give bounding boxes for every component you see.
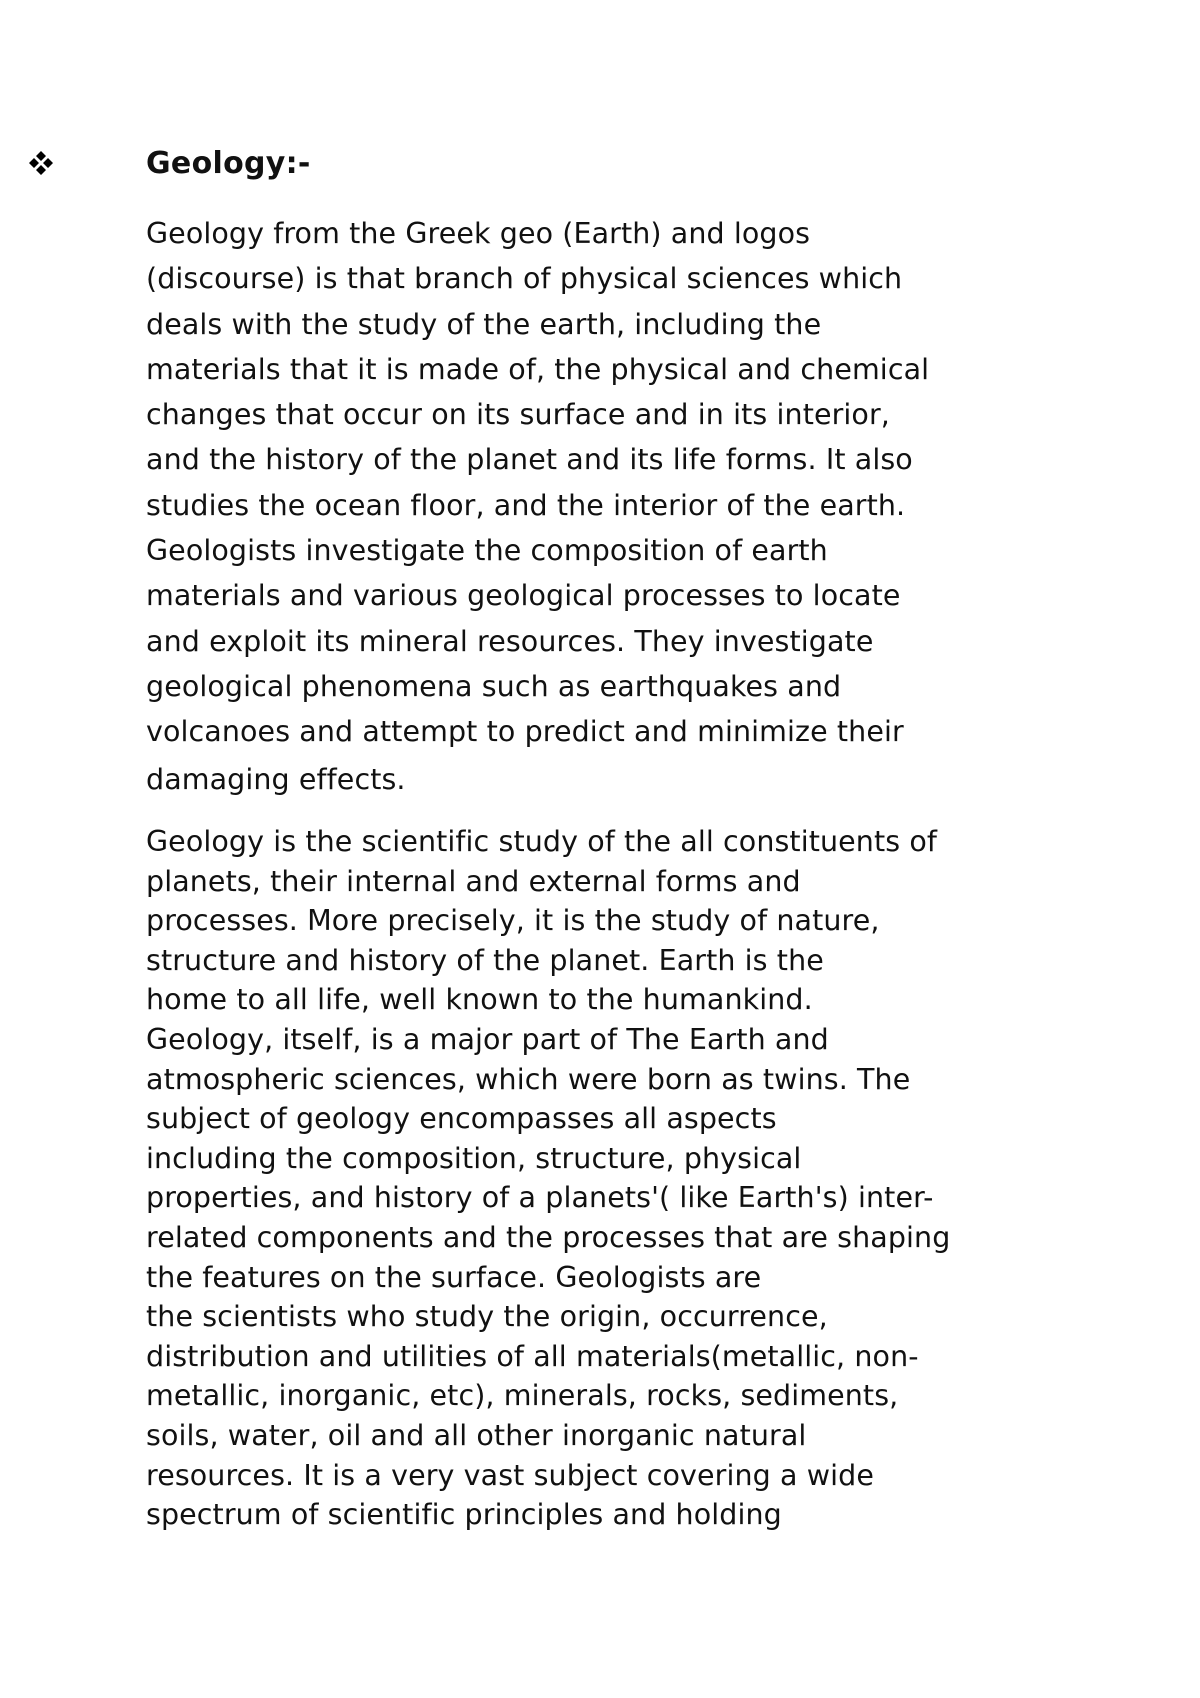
text-line: related components and the processes that are shaping [146, 1220, 951, 1254]
section-heading: Geology:- [146, 146, 311, 181]
text-line: Geology is the scientific study of the all constituents of [146, 825, 938, 858]
text-line: (discourse) is that branch of physical sciences which [146, 262, 903, 296]
text-line: studies the ocean floor, and the interior of the earth. [146, 488, 906, 522]
text-line: structure and history of the planet. Earth is the [146, 943, 824, 977]
text-line: volcanoes and attempt to predict and minimize their [146, 715, 904, 749]
text-line: Geology, itself, is a major part of The Earth and [146, 1022, 829, 1056]
paragraph-scientific-study [146, 822, 950, 1535]
text-line: metallic, inorganic, etc), minerals, rocks, sediments, [146, 1379, 899, 1413]
text-line: deals with the study of the earth, including the [146, 307, 822, 341]
text-line: processes. More precisely, it is the study of nature, [146, 904, 880, 938]
text-line: the features on the surface. Geologists are [146, 1260, 762, 1294]
text-line: and the history of the planet and its life forms. It also [146, 443, 913, 477]
text-line: planets, their internal and external forms and [146, 864, 801, 898]
text-line: spectrum of scientific principles and holding [146, 1498, 782, 1532]
paragraph-definition [146, 211, 929, 802]
text-line: damaging effects. [146, 762, 406, 796]
text-line: geological phenomena such as earthquakes and [146, 669, 842, 703]
text-line: materials that it is made of, the physical and chemical [146, 352, 930, 386]
text-line: including the composition, structure, physical [146, 1141, 802, 1175]
text-line: materials and various geological processes to locate [146, 579, 901, 613]
diamond-bullet-icon [28, 150, 54, 176]
text-line: home to all life, well known to the humankind. [146, 983, 813, 1017]
text-line: subject of geology encompasses all aspects [146, 1102, 777, 1136]
text-line: distribution and utilities of all materials(metallic, non- [146, 1339, 919, 1373]
text-line: atmospheric sciences, which were born as twins. The [146, 1062, 911, 1096]
text-line: the scientists who study the origin, occurrence, [146, 1300, 828, 1334]
text-line: soils, water, oil and all other inorganic natural [146, 1418, 807, 1452]
text-line: changes that occur on its surface and in its interior, [146, 398, 890, 432]
text-line: Geology from the Greek geo (Earth) and logos [146, 217, 811, 250]
text-line: Geologists investigate the composition of earth [146, 534, 828, 568]
text-line: and exploit its mineral resources. They investigate [146, 624, 874, 658]
text-line: resources. It is a very vast subject covering a wide [146, 1458, 874, 1492]
text-line: properties, and history of a planets'( like Earth's) inter- [146, 1181, 934, 1215]
